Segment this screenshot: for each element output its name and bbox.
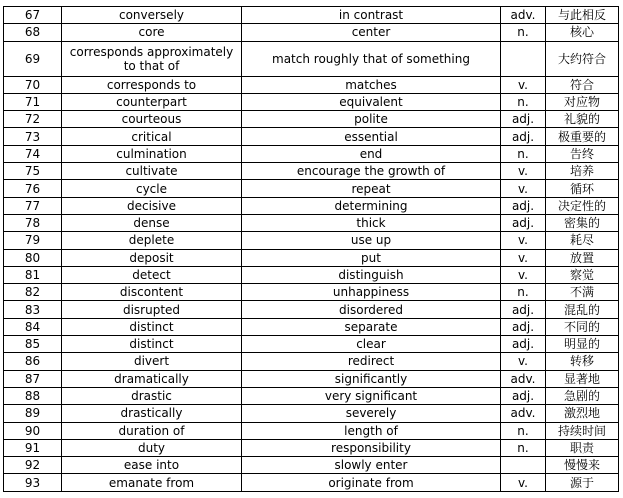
table-row: [4, 76, 619, 93]
chinese-meaning-cell: 激烈地: [546, 405, 619, 422]
synonym-cell: severely: [242, 405, 501, 422]
chinese-meaning-cell: 极重要的: [546, 128, 619, 145]
chinese-meaning-cell: 耗尽: [546, 232, 619, 249]
word-cell: drastic: [62, 387, 242, 404]
synonym-cell: significantly: [242, 370, 501, 387]
chinese-meaning-cell: 不满: [546, 284, 619, 301]
synonym-cell: distinguish: [242, 266, 501, 283]
table-row: [4, 7, 619, 24]
entry-number-cell: 81: [4, 266, 62, 283]
entry-number-cell: 77: [4, 197, 62, 214]
part-of-speech-cell: v.: [501, 180, 546, 197]
table-row: [4, 422, 619, 439]
part-of-speech-cell: n.: [501, 145, 546, 162]
entry-number-cell: 86: [4, 353, 62, 370]
word-cell: core: [62, 24, 242, 41]
entry-number-cell: 87: [4, 370, 62, 387]
synonym-cell: thick: [242, 214, 501, 231]
synonym-cell: repeat: [242, 180, 501, 197]
entry-number-cell: 75: [4, 163, 62, 180]
entry-number-cell: 71: [4, 93, 62, 110]
table-row: [4, 457, 619, 474]
table-row: [4, 145, 619, 162]
synonym-cell: length of: [242, 422, 501, 439]
part-of-speech-cell: adv.: [501, 405, 546, 422]
word-cell: deplete: [62, 232, 242, 249]
chinese-meaning-cell: 决定性的: [546, 197, 619, 214]
table-row: [4, 301, 619, 318]
part-of-speech-cell: n.: [501, 439, 546, 456]
part-of-speech-cell: v.: [501, 266, 546, 283]
synonym-cell: essential: [242, 128, 501, 145]
chinese-meaning-cell: 显著地: [546, 370, 619, 387]
word-cell: cycle: [62, 180, 242, 197]
chinese-meaning-cell: 培养: [546, 163, 619, 180]
synonym-cell: encourage the growth of: [242, 163, 501, 180]
word-cell: detect: [62, 266, 242, 283]
synonym-cell: clear: [242, 336, 501, 353]
word-cell: critical: [62, 128, 242, 145]
synonym-cell: responsibility: [242, 439, 501, 456]
chinese-meaning-cell: 告终: [546, 145, 619, 162]
table-row: [4, 163, 619, 180]
part-of-speech-cell: adj.: [501, 301, 546, 318]
entry-number-cell: 90: [4, 422, 62, 439]
chinese-meaning-cell: 混乱的: [546, 301, 619, 318]
table-row: [4, 318, 619, 335]
table-row: [4, 214, 619, 231]
synonym-cell: determining: [242, 197, 501, 214]
entry-number-cell: 67: [4, 7, 62, 24]
word-cell: duration of: [62, 422, 242, 439]
synonym-cell: disordered: [242, 301, 501, 318]
word-cell: duty: [62, 439, 242, 456]
part-of-speech-cell: v.: [501, 76, 546, 93]
word-cell: conversely: [62, 7, 242, 24]
table-row: [4, 111, 619, 128]
entry-number-cell: 89: [4, 405, 62, 422]
word-cell: ease into: [62, 457, 242, 474]
chinese-meaning-cell: 持续时间: [546, 422, 619, 439]
synonym-cell: unhappiness: [242, 284, 501, 301]
part-of-speech-cell: adj.: [501, 128, 546, 145]
synonym-cell: originate from: [242, 474, 501, 491]
part-of-speech-cell: n.: [501, 24, 546, 41]
word-cell: divert: [62, 353, 242, 370]
entry-number-cell: 88: [4, 387, 62, 404]
word-cell: disrupted: [62, 301, 242, 318]
part-of-speech-cell: adj.: [501, 214, 546, 231]
chinese-meaning-cell: 察觉: [546, 266, 619, 283]
table-row: [4, 336, 619, 353]
part-of-speech-cell: adj.: [501, 318, 546, 335]
table-row: [4, 249, 619, 266]
synonym-cell: slowly enter: [242, 457, 501, 474]
chinese-meaning-cell: 转移: [546, 353, 619, 370]
chinese-meaning-cell: 不同的: [546, 318, 619, 335]
part-of-speech-cell: adj.: [501, 387, 546, 404]
synonym-cell: use up: [242, 232, 501, 249]
chinese-meaning-cell: 源于: [546, 474, 619, 491]
table-row: [4, 24, 619, 41]
synonym-cell: matches: [242, 76, 501, 93]
word-cell: decisive: [62, 197, 242, 214]
part-of-speech-cell: adv.: [501, 370, 546, 387]
word-cell: deposit: [62, 249, 242, 266]
entry-number-cell: 93: [4, 474, 62, 491]
entry-number-cell: 68: [4, 24, 62, 41]
synonym-cell: match roughly that of something: [242, 41, 501, 76]
chinese-meaning-cell: 放置: [546, 249, 619, 266]
synonym-cell: put: [242, 249, 501, 266]
table-row: [4, 387, 619, 404]
word-cell: distinct: [62, 336, 242, 353]
table-row: [4, 353, 619, 370]
part-of-speech-cell: adj.: [501, 197, 546, 214]
chinese-meaning-cell: 慢慢来: [546, 457, 619, 474]
table-row: [4, 232, 619, 249]
entry-number-cell: 82: [4, 284, 62, 301]
table-row: [4, 439, 619, 456]
chinese-meaning-cell: 密集的: [546, 214, 619, 231]
table-row: [4, 197, 619, 214]
entry-number-cell: 84: [4, 318, 62, 335]
entry-number-cell: 74: [4, 145, 62, 162]
word-cell: corresponds to: [62, 76, 242, 93]
entry-number-cell: 78: [4, 214, 62, 231]
part-of-speech-cell: n.: [501, 93, 546, 110]
entry-number-cell: 69: [4, 41, 62, 76]
chinese-meaning-cell: 对应物: [546, 93, 619, 110]
table-row: [4, 266, 619, 283]
chinese-meaning-cell: 符合: [546, 76, 619, 93]
entry-number-cell: 79: [4, 232, 62, 249]
part-of-speech-cell: [501, 41, 546, 76]
entry-number-cell: 76: [4, 180, 62, 197]
entry-number-cell: 92: [4, 457, 62, 474]
chinese-meaning-cell: 与此相反: [546, 7, 619, 24]
word-cell: discontent: [62, 284, 242, 301]
chinese-meaning-cell: 急剧的: [546, 387, 619, 404]
table-row: [4, 405, 619, 422]
table-row: [4, 370, 619, 387]
part-of-speech-cell: [501, 457, 546, 474]
chinese-meaning-cell: 循环: [546, 180, 619, 197]
synonym-cell: end: [242, 145, 501, 162]
table-row: [4, 474, 619, 491]
word-cell: courteous: [62, 111, 242, 128]
entry-number-cell: 72: [4, 111, 62, 128]
entry-number-cell: 80: [4, 249, 62, 266]
word-cell: drastically: [62, 405, 242, 422]
word-cell: counterpart: [62, 93, 242, 110]
entry-number-cell: 85: [4, 336, 62, 353]
part-of-speech-cell: v.: [501, 249, 546, 266]
synonym-cell: separate: [242, 318, 501, 335]
entry-number-cell: 91: [4, 439, 62, 456]
part-of-speech-cell: v.: [501, 474, 546, 491]
table-row: [4, 180, 619, 197]
table-row: [4, 284, 619, 301]
word-cell: cultivate: [62, 163, 242, 180]
entry-number-cell: 83: [4, 301, 62, 318]
part-of-speech-cell: n.: [501, 422, 546, 439]
part-of-speech-cell: v.: [501, 232, 546, 249]
synonym-cell: redirect: [242, 353, 501, 370]
entry-number-cell: 70: [4, 76, 62, 93]
table-row: [4, 93, 619, 110]
chinese-meaning-cell: 大约符合: [546, 41, 619, 76]
word-cell: distinct: [62, 318, 242, 335]
chinese-meaning-cell: 核心: [546, 24, 619, 41]
word-cell: emanate from: [62, 474, 242, 491]
word-cell: dramatically: [62, 370, 242, 387]
synonym-cell: polite: [242, 111, 501, 128]
vocabulary-table: [3, 6, 619, 492]
table-row: [4, 41, 619, 76]
word-cell: dense: [62, 214, 242, 231]
word-cell: culmination: [62, 145, 242, 162]
synonym-cell: very significant: [242, 387, 501, 404]
synonym-cell: center: [242, 24, 501, 41]
part-of-speech-cell: adv.: [501, 7, 546, 24]
synonym-cell: equivalent: [242, 93, 501, 110]
chinese-meaning-cell: 明显的: [546, 336, 619, 353]
table-row: [4, 128, 619, 145]
chinese-meaning-cell: 礼貌的: [546, 111, 619, 128]
part-of-speech-cell: n.: [501, 284, 546, 301]
part-of-speech-cell: adj.: [501, 111, 546, 128]
part-of-speech-cell: adj.: [501, 336, 546, 353]
synonym-cell: in contrast: [242, 7, 501, 24]
entry-number-cell: 73: [4, 128, 62, 145]
part-of-speech-cell: v.: [501, 353, 546, 370]
part-of-speech-cell: v.: [501, 163, 546, 180]
vocabulary-table-body: [4, 7, 619, 492]
chinese-meaning-cell: 职责: [546, 439, 619, 456]
word-cell: corresponds approximately to that of: [62, 41, 242, 76]
